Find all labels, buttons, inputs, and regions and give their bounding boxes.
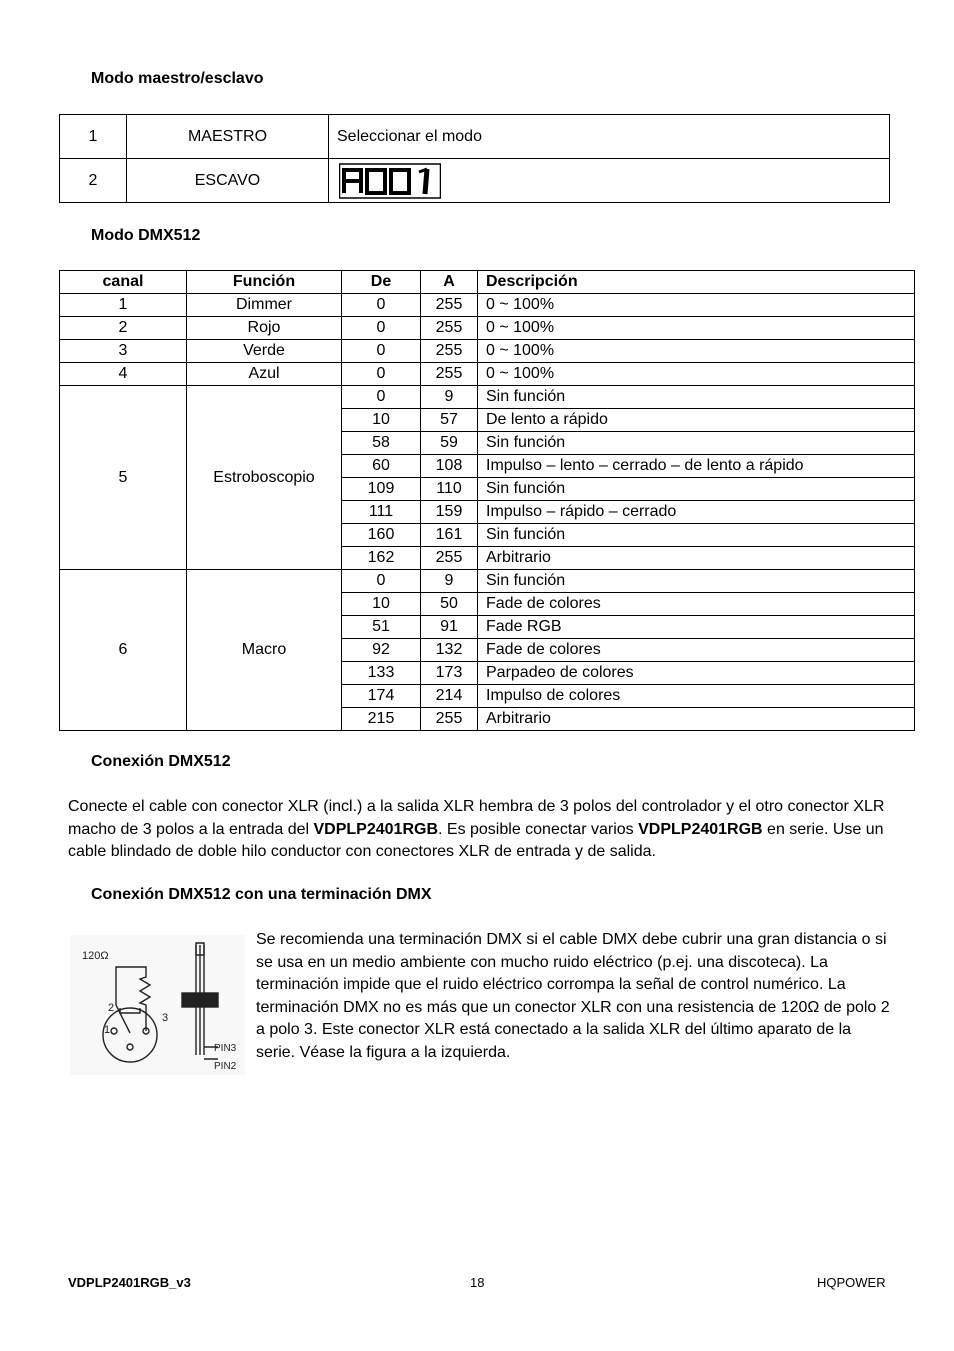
descripcion-cell: Sin función [478, 524, 915, 547]
descripcion-cell: Fade RGB [478, 616, 915, 639]
resistor-label: 120Ω [82, 950, 109, 962]
dmx-channel-table [59, 270, 915, 731]
a-cell: 59 [421, 432, 478, 455]
mode-name: MAESTRO [127, 115, 329, 159]
table-row [60, 115, 890, 159]
a-cell: 91 [421, 616, 478, 639]
table-row [60, 386, 915, 409]
de-cell: 0 [342, 570, 421, 593]
canal-cell: 1 [60, 294, 187, 317]
lcd-display-icon [339, 163, 441, 199]
header-de: De [342, 271, 421, 294]
canal-cell: 2 [60, 317, 187, 340]
termination-paragraph: Se recomienda una terminación DMX si el cable DMX debe cubrir una gran distancia o si se usa en un medio ambiente con mucho ruido eléctrico (p.ej. una discoteca). La terminación impide que el ruido eléctrico corrompa la señal de control numérico. La terminación DMX no es más que un conector XLR con una resistencia de 120Ω de polo 2 a polo 3. Este conector XLR está conectado a la salida XLR del último aparato de la serie. Véase la figura a la izquierda. [256, 931, 890, 1061]
product-name: VDPLP2401RGB [638, 820, 763, 838]
a-cell: 255 [421, 363, 478, 386]
canal-cell: 4 [60, 363, 187, 386]
a-cell: 108 [421, 455, 478, 478]
a-cell: 173 [421, 662, 478, 685]
descripcion-cell: Impulso – lento – cerrado – de lento a rápido [478, 455, 915, 478]
footer-brand: HQPOWER [817, 1275, 886, 1290]
descripcion-cell: Arbitrario [478, 547, 915, 570]
de-cell: 160 [342, 524, 421, 547]
de-cell: 10 [342, 593, 421, 616]
table-row [60, 317, 915, 340]
de-cell: 174 [342, 685, 421, 708]
a-cell: 214 [421, 685, 478, 708]
lcd-display-cell [329, 159, 890, 203]
xlr-termination-figure [70, 935, 245, 1075]
de-cell: 0 [342, 317, 421, 340]
descripcion-cell: Fade de colores [478, 639, 915, 662]
de-cell: 133 [342, 662, 421, 685]
pin3-label: PIN3 [214, 1043, 237, 1054]
a-cell: 255 [421, 708, 478, 731]
a-cell: 132 [421, 639, 478, 662]
page-number: 18 [470, 1275, 485, 1290]
descripcion-cell: Sin función [478, 478, 915, 501]
de-cell: 0 [342, 386, 421, 409]
de-cell: 162 [342, 547, 421, 570]
descripcion-cell: Impulso de colores [478, 685, 915, 708]
header-funcion: Función [187, 271, 342, 294]
connection-paragraph [68, 796, 888, 864]
de-cell: 0 [342, 294, 421, 317]
row-number: 1 [60, 115, 127, 159]
de-cell: 60 [342, 455, 421, 478]
descripcion-cell: 0 ~ 100% [478, 294, 915, 317]
de-cell: 215 [342, 708, 421, 731]
funcion-cell: Estroboscopio [187, 386, 342, 570]
a-cell: 50 [421, 593, 478, 616]
a-cell: 110 [421, 478, 478, 501]
descripcion-cell: Parpadeo de colores [478, 662, 915, 685]
table-row [60, 340, 915, 363]
descripcion-cell: Arbitrario [478, 708, 915, 731]
de-cell: 109 [342, 478, 421, 501]
a-cell: 255 [421, 547, 478, 570]
paragraph-text: Conecte el cable con conector XLR (incl.) a la salida XLR hembra de 3 polos del controlador y el otro conector XLR macho de 3 polos a la entrada del [68, 798, 885, 838]
de-cell: 51 [342, 616, 421, 639]
pin-label: 3 [162, 1012, 169, 1024]
header-descripcion: Descripción [478, 271, 915, 294]
master-slave-table [59, 114, 890, 203]
pin2-label: PIN2 [214, 1061, 237, 1072]
descripcion-cell: Sin función [478, 570, 915, 593]
header-canal: canal [60, 271, 187, 294]
canal-cell: 5 [60, 386, 187, 570]
funcion-cell: Rojo [187, 317, 342, 340]
connection-heading: Conexión DMX512 [91, 753, 231, 770]
product-name: VDPLP2401RGB [313, 820, 438, 838]
a-cell: 255 [421, 340, 478, 363]
table-row [60, 363, 915, 386]
dmx-mode-heading: Modo DMX512 [91, 227, 201, 244]
a-cell: 161 [421, 524, 478, 547]
a-cell: 159 [421, 501, 478, 524]
termination-heading: Conexión DMX512 con una terminación DMX [91, 886, 432, 903]
descripcion-cell: 0 ~ 100% [478, 363, 915, 386]
a-cell: 9 [421, 386, 478, 409]
de-cell: 10 [342, 409, 421, 432]
a-cell: 9 [421, 570, 478, 593]
funcion-cell: Azul [187, 363, 342, 386]
mode-description: Seleccionar el modo [329, 115, 890, 159]
table-header-row [60, 271, 915, 294]
de-cell: 0 [342, 340, 421, 363]
funcion-cell: Dimmer [187, 294, 342, 317]
table-row [60, 159, 890, 203]
pin-label: 2 [108, 1002, 115, 1014]
funcion-cell: Macro [187, 570, 342, 731]
xlr-connector-icon [70, 935, 245, 1075]
de-cell: 111 [342, 501, 421, 524]
table-row [60, 570, 915, 593]
a-cell: 57 [421, 409, 478, 432]
a-cell: 255 [421, 317, 478, 340]
descripcion-cell: Sin función [478, 386, 915, 409]
paragraph-text: . Es posible conectar varios [438, 820, 639, 838]
canal-cell: 3 [60, 340, 187, 363]
descripcion-cell: 0 ~ 100% [478, 340, 915, 363]
master-slave-heading: Modo maestro/esclavo [91, 70, 264, 87]
a-cell: 255 [421, 294, 478, 317]
header-a: A [421, 271, 478, 294]
descripcion-cell: De lento a rápido [478, 409, 915, 432]
descripcion-cell: Impulso – rápido – cerrado [478, 501, 915, 524]
descripcion-cell: Sin función [478, 432, 915, 455]
descripcion-cell: 0 ~ 100% [478, 317, 915, 340]
table-row [60, 294, 915, 317]
descripcion-cell: Fade de colores [478, 593, 915, 616]
pin-label: 1 [104, 1024, 111, 1036]
mode-name: ESCAVO [127, 159, 329, 203]
paragraph-text: en serie. Use un cable blindado de doble hilo conductor con conectores XLR de entrada y de salida. [68, 820, 884, 860]
footer-document-id: VDPLP2401RGB_v3 [68, 1275, 191, 1290]
de-cell: 58 [342, 432, 421, 455]
funcion-cell: Verde [187, 340, 342, 363]
canal-cell: 6 [60, 570, 187, 731]
de-cell: 92 [342, 639, 421, 662]
de-cell: 0 [342, 363, 421, 386]
row-number: 2 [60, 159, 127, 203]
